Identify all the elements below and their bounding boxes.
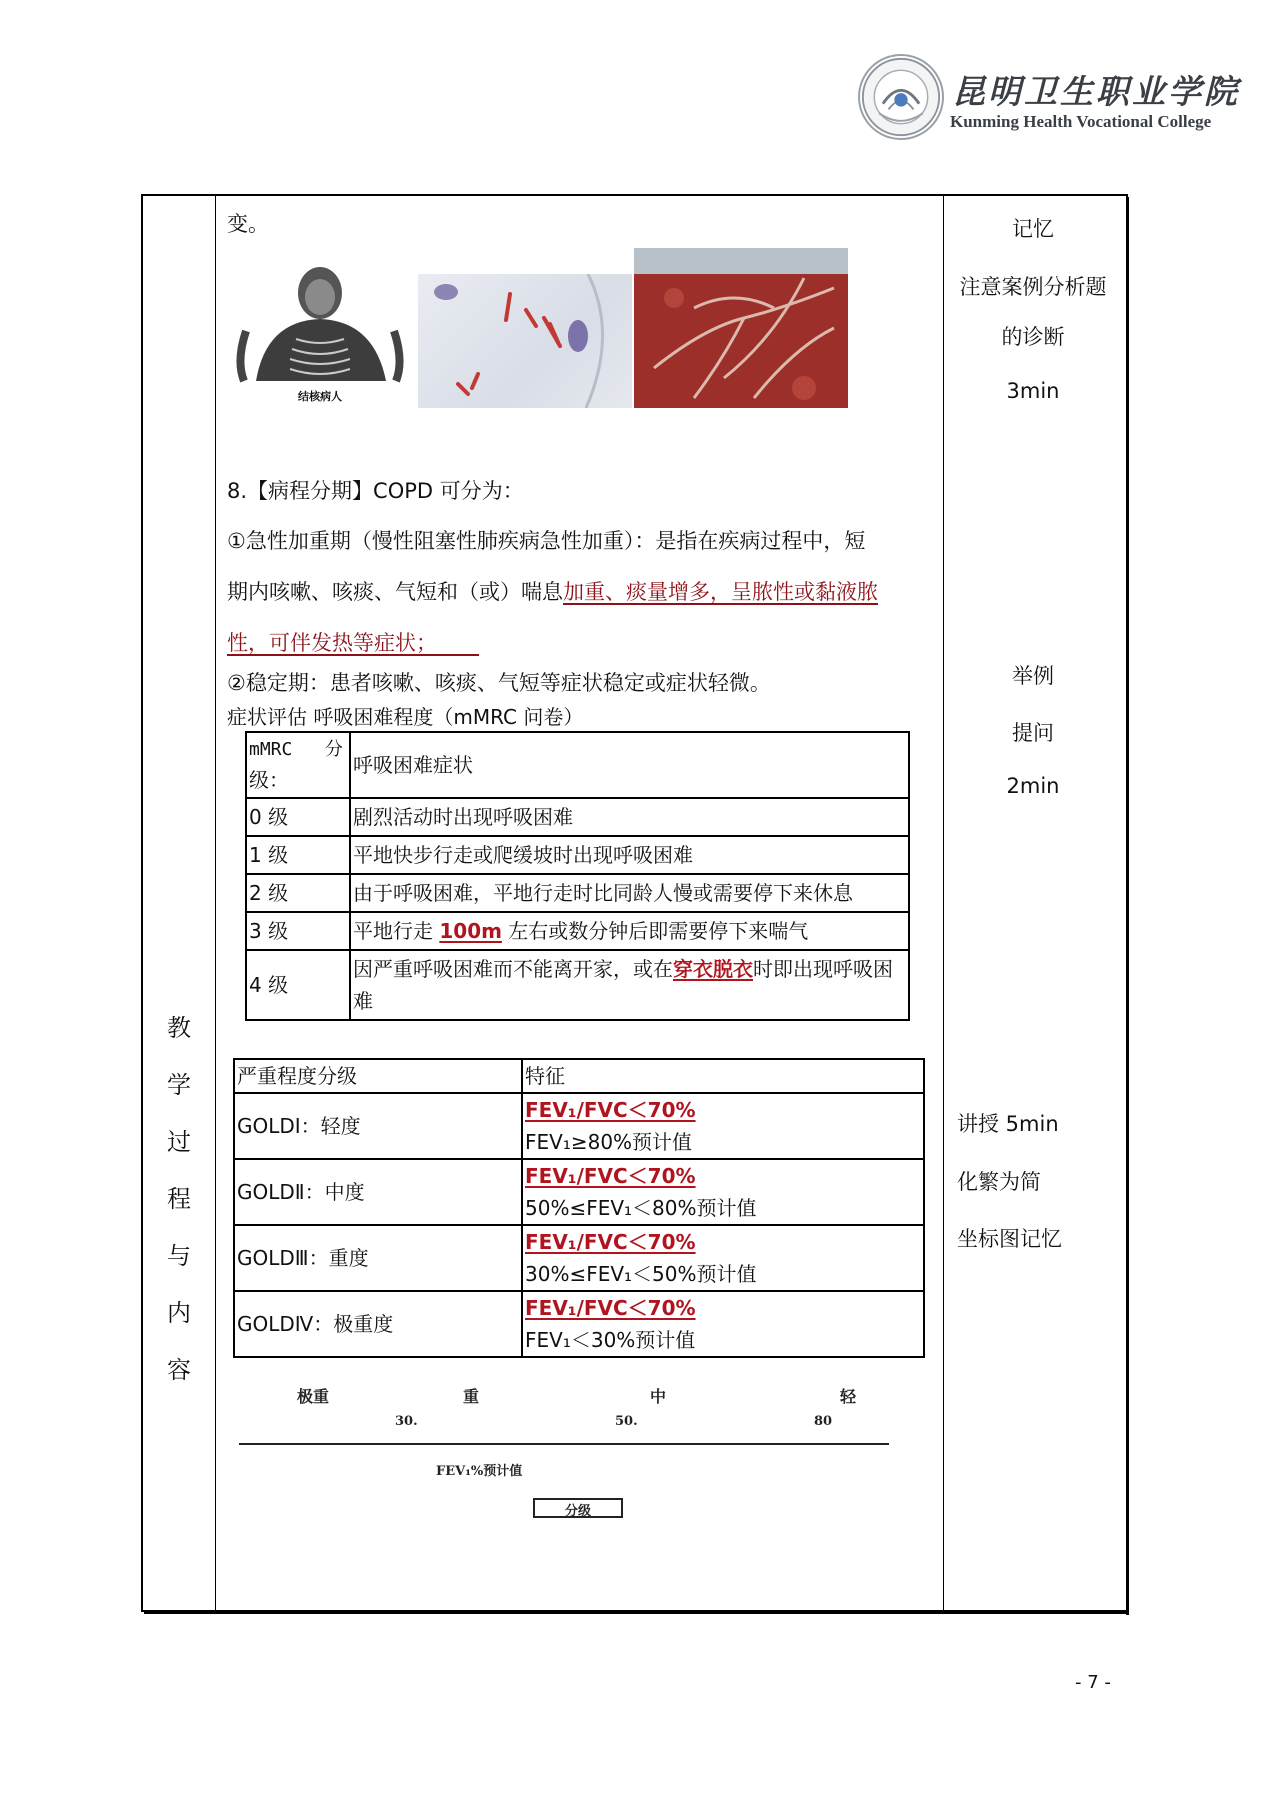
mmrc-symptom (350, 912, 909, 950)
mmrc-header-grade (246, 732, 350, 798)
gold-feature-cell (522, 1093, 924, 1159)
axis-label-severe: 重 (463, 1387, 480, 1406)
gold-table (233, 1058, 925, 1358)
gold-ratio: FEV₁/FVC＜70% (525, 1098, 696, 1122)
mmrc-symptom-highlight: 100m (439, 919, 502, 943)
acute-line-1: ①急性加重期（慢性阻塞性肺疾病急性加重）：是指在疾病过程中，短 (227, 529, 866, 553)
mmrc-symptom: 平地快步行走或爬缓坡时出现呼吸困难 (350, 836, 909, 874)
mmrc-symptom: 剧烈活动时出现呼吸困难 (350, 798, 909, 836)
table-row (234, 1093, 924, 1159)
mmrc-symptom-a: 平地行走 (353, 919, 440, 943)
gold-header-feature: 特征 (522, 1059, 924, 1093)
mmrc-symptom-a: 因严重呼吸困难而不能离开家，或在 (353, 957, 673, 981)
label-char: 学 (167, 1071, 191, 1099)
intro-tail: 变。 (227, 212, 269, 236)
mmrc-symptom-highlight: 穿衣脱衣 (673, 957, 753, 981)
label-char: 与 (167, 1242, 191, 1270)
note-time-2: 2min (1006, 774, 1060, 798)
mmrc-header-grade-a: mMRC 分 (249, 739, 343, 760)
acute-line-3 (227, 627, 479, 657)
college-name-en: Kunming Health Vocational College (950, 112, 1212, 131)
axis-label-moderate: 中 (650, 1387, 667, 1406)
college-seal (858, 54, 944, 140)
label-char: 容 (167, 1356, 191, 1384)
label-char: 过 (167, 1128, 191, 1156)
mmrc-grade: 1 级 (246, 836, 350, 874)
note-axis-memory: 坐标图记忆 (957, 1227, 1062, 1251)
table-row (234, 1225, 924, 1291)
mmrc-grade: 2 级 (246, 874, 350, 912)
stable-line: ②稳定期：患者咳嗽、咳痰、气短等症状稳定或症状轻微。 (227, 671, 771, 695)
axis-tick-80: 80 (814, 1414, 833, 1429)
gold-feature-cell (522, 1225, 924, 1291)
table-row (246, 836, 909, 874)
gold-feature: FEV₁＜30%预计值 (525, 1328, 696, 1352)
mmrc-symptom-b: 左右或数分钟后即需要停下来喘气 (501, 919, 809, 943)
table-row (246, 950, 909, 1020)
table-row (234, 1291, 924, 1357)
acute-line-2-plain: 期内咳嗽、咳痰、气短和（或）喘息 (227, 580, 563, 604)
note-example: 举例 (1012, 664, 1054, 688)
note-diagnosis: 的诊断 (1001, 325, 1065, 349)
axis-label-mild: 轻 (840, 1387, 857, 1406)
table-row (246, 798, 909, 836)
gold-feature-cell (522, 1159, 924, 1225)
table-row (246, 874, 909, 912)
table-row (234, 1059, 924, 1093)
axis-tick-50: 50. (615, 1414, 638, 1429)
sputum-smear-image (418, 274, 632, 408)
gold-ratio: FEV₁/FVC＜70% (525, 1296, 696, 1320)
gold-grade: GOLDⅣ：极重度 (234, 1291, 522, 1357)
gold-grade: GOLDⅢ：重度 (234, 1225, 522, 1291)
mmrc-grade: 4 级 (246, 950, 350, 1020)
mmrc-grade: 3 级 (246, 912, 350, 950)
mmrc-symptom (350, 950, 909, 1020)
gold-feature: 50%≤FEV₁＜80%预计值 (525, 1196, 757, 1220)
left-column-label (143, 1000, 215, 1399)
acute-line-2 (227, 576, 878, 606)
note-time-1: 3min (1006, 379, 1060, 403)
note-memory: 记忆 (1012, 217, 1054, 241)
table-row (234, 1159, 924, 1225)
eval-line: 症状评估 呼吸困难程度（mMRC 问卷） (227, 705, 584, 729)
mmrc-header-symptom: 呼吸困难症状 (350, 732, 909, 798)
acute-line-3-highlight: 性，可伴发热等症状； (227, 631, 437, 655)
label-char: 程 (167, 1185, 191, 1213)
mmrc-symptom-b: 时即出现呼吸困难 (353, 957, 893, 1013)
label-char: 内 (167, 1299, 191, 1327)
column-divider-right (943, 194, 944, 1612)
axis-line (239, 1443, 889, 1445)
acute-line-2-highlight: 加重、痰量增多，呈脓性或黏液脓 (563, 580, 878, 604)
gold-grade: GOLDⅡ：中度 (234, 1159, 522, 1225)
note-simplify: 化繁为简 (957, 1170, 1041, 1194)
column-divider-left (215, 194, 216, 1612)
label-char: 教 (167, 1014, 191, 1042)
mmrc-symptom: 由于呼吸困难，平地行走时比同龄人慢或需要停下来休息 (350, 874, 909, 912)
note-lecture: 讲授 5min (957, 1112, 1059, 1136)
gold-feature-cell (522, 1291, 924, 1357)
stage-heading: 8.【病程分期】COPD 可分为： (227, 479, 524, 503)
grading-box (533, 1498, 623, 1518)
table-row (246, 912, 909, 950)
axis-label-very-severe: 极重 (297, 1387, 330, 1406)
tb-patient-image (226, 251, 415, 406)
gold-feature: 30%≤FEV₁＜50%预计值 (525, 1262, 757, 1286)
axis-title: FEV₁%预计值 (436, 1464, 523, 1479)
grading-box-label: 分级 (564, 1504, 591, 1519)
note-question: 提问 (1012, 721, 1054, 745)
mmrc-table (245, 731, 910, 1021)
gold-ratio: FEV₁/FVC＜70% (525, 1164, 696, 1188)
mmrc-grade: 0 级 (246, 798, 350, 836)
image-caption: 结核病人 (298, 390, 342, 403)
note-case: 注意案例分析题 (959, 275, 1107, 299)
frame-shadow-right (1126, 197, 1129, 1615)
page-number: - 7 - (1075, 1672, 1111, 1693)
mmrc-header-grade-b: 级： (249, 768, 289, 792)
gold-ratio: FEV₁/FVC＜70% (525, 1230, 696, 1254)
gold-header-grade: 严重程度分级 (234, 1059, 522, 1093)
table-row (246, 732, 909, 798)
college-name-cn: 昆明卫生职业学院 (952, 72, 1240, 111)
lung-tissue-image (634, 248, 848, 408)
gold-feature: FEV₁≥80%预计值 (525, 1130, 693, 1154)
frame-shadow-bottom (144, 1611, 1129, 1614)
gold-grade: GOLDⅠ：轻度 (234, 1093, 522, 1159)
axis-tick-30: 30. (395, 1414, 418, 1429)
